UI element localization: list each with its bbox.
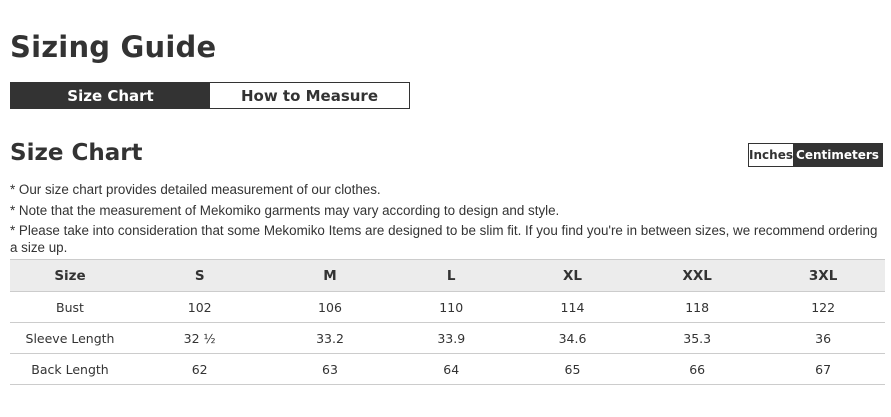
column-header-3xl: 3XL [761, 260, 885, 292]
table-row [10, 323, 885, 354]
table-cell: 66 [633, 354, 761, 385]
table-cell: 65 [512, 354, 633, 385]
table-cell: 64 [391, 354, 512, 385]
table-cell: 36 [761, 323, 885, 354]
table-cell: 33.2 [269, 323, 390, 354]
table-cell: 33.9 [391, 323, 512, 354]
row-label-bust: Bust [10, 292, 130, 323]
row-label-sleeve-length: Sleeve Length [10, 323, 130, 354]
size-notes [10, 181, 885, 260]
table-cell: 34.6 [512, 323, 633, 354]
table-cell: 63 [269, 354, 390, 385]
column-header-xl: XL [512, 260, 633, 292]
sizing-tabs [10, 82, 410, 109]
table-row [10, 292, 885, 323]
table-cell: 118 [633, 292, 761, 323]
page-title: Sizing Guide [10, 30, 217, 64]
table-cell: 114 [512, 292, 633, 323]
table-cell: 106 [269, 292, 390, 323]
note-item: * Our size chart provides detailed measurement of our clothes. [10, 182, 381, 197]
note-item: * Please take into consideration that some Mekomiko Items are designed to be slim fit. If you find you're in between sizes, we recommend ordering a size up. [10, 223, 878, 255]
size-table [10, 259, 885, 385]
table-cell: 67 [761, 354, 885, 385]
table-cell: 32 ½ [130, 323, 269, 354]
column-header-s: S [130, 260, 269, 292]
table-cell: 62 [130, 354, 269, 385]
unit-inches-button[interactable]: Inches [749, 144, 793, 166]
table-header-row [10, 260, 885, 292]
unit-toggle [748, 143, 883, 167]
tab-how-to-measure[interactable]: How to Measure [210, 83, 409, 108]
column-header-m: M [269, 260, 390, 292]
unit-centimeters-button[interactable]: Centimeters [793, 144, 882, 166]
table-cell: 35.3 [633, 323, 761, 354]
row-label-back-length: Back Length [10, 354, 130, 385]
tab-size-chart[interactable]: Size Chart [11, 83, 210, 108]
table-cell: 110 [391, 292, 512, 323]
table-cell: 122 [761, 292, 885, 323]
column-header-l: L [391, 260, 512, 292]
note-item: * Note that the measurement of Mekomiko garments may vary according to design and style. [10, 202, 560, 218]
column-header-xxl: XXL [633, 260, 761, 292]
column-header-size: Size [10, 260, 130, 292]
table-row [10, 354, 885, 385]
section-title: Size Chart [10, 140, 143, 166]
table-cell: 102 [130, 292, 269, 323]
